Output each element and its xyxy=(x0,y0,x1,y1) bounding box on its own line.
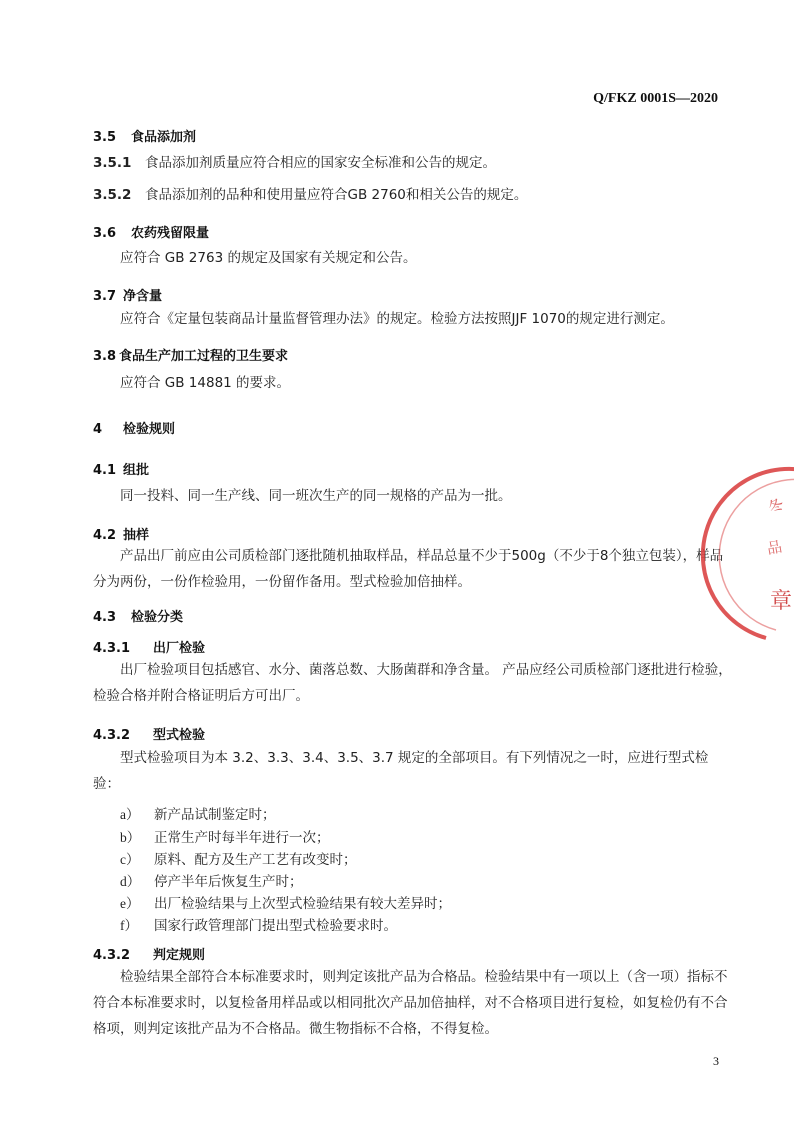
heading-title: 判定规则 xyxy=(153,948,206,963)
page-number: 3 xyxy=(713,1054,719,1068)
heading-3-6 xyxy=(93,222,209,241)
section-judgment-body: 检验结果全部符合本标准要求时，则判定该批产品为合格品。检验结果中有一项以上（含一项）指标不符合本标准要求时，以复检备用样品或以相同批次产品加倍抽样，对不合格项目进行复检，如复检仍有不合格项，则判定该批产品为不合格品。微生物指标不合格，不得复检。 xyxy=(93,969,728,1037)
heading-number: 4.1 xyxy=(93,463,117,478)
list-text: 正常生产时每半年进行一次； xyxy=(154,830,330,846)
heading-title: 食品添加剂 xyxy=(131,130,197,145)
section-3-7-body: 应符合《定量包装商品计量监督管理办法》的规定。检验方法按照JJF 1070的规定进行测定。 xyxy=(120,311,674,327)
clause-text: 食品添加剂质量应符合相应的国家安全标准和公告的规定。 xyxy=(145,155,496,171)
list-item xyxy=(120,848,357,868)
heading-title: 出厂检验 xyxy=(153,641,206,656)
list-marker: c） xyxy=(120,852,140,867)
section-3-6-body: 应符合 GB 2763 的规定及国家有关规定和公告。 xyxy=(120,250,417,266)
section-4-1-body: 同一投料、同一生产线、同一班次生产的同一规格的产品为一批。 xyxy=(120,488,512,504)
svg-text:冬: 冬 xyxy=(765,494,788,518)
list-marker: d） xyxy=(120,874,141,889)
heading-number: 4.3.1 xyxy=(93,641,131,656)
heading-title: 型式检验 xyxy=(153,728,206,743)
heading-number: 4.3.2 xyxy=(93,728,131,743)
svg-text:品: 品 xyxy=(765,537,784,558)
section-4-2-body: 产品出厂前应由公司质检部门逐批随机抽取样品，样品总量不少于500g（不少于8个独立包装），样品分为两份，一份作检验用，一份留作备用。型式检验加倍抽样。 xyxy=(93,548,724,590)
clause-text: 食品添加剂的品种和使用量应符合GB 2760和相关公告的规定。 xyxy=(145,187,528,203)
list-item xyxy=(120,803,276,823)
clause-3-5-1 xyxy=(93,150,496,176)
heading-number: 4.2 xyxy=(93,528,117,543)
list-item xyxy=(120,870,303,890)
clause-number: 3.5.1 xyxy=(93,155,132,171)
heading-title: 净含量 xyxy=(123,289,163,304)
section-4-3-1-body: 出厂检验项目包括感官、水分、菌落总数、大肠菌群和净含量。 产品应经公司质检部门逐批进行检验，检验合格并附合格证明后方可出厂。 xyxy=(93,662,732,704)
heading-4-3-2 xyxy=(93,724,205,743)
official-seal-partial xyxy=(752,468,794,648)
list-item xyxy=(120,914,397,934)
list-item xyxy=(120,892,451,912)
list-text: 国家行政管理部门提出型式检验要求时。 xyxy=(154,918,397,934)
seal-glyph: 章 xyxy=(770,589,793,614)
section-3-8-body: 应符合 GB 14881 的要求。 xyxy=(120,375,291,391)
heading-4 xyxy=(93,418,175,437)
heading-4-3 xyxy=(93,606,183,625)
heading-3-8 xyxy=(93,345,288,364)
heading-number: 3.8 xyxy=(93,349,117,364)
document-code: Q/FKZ 0001S—2020 xyxy=(593,91,718,106)
list-item xyxy=(120,826,330,846)
heading-number: 4 xyxy=(93,422,103,437)
heading-number: 3.6 xyxy=(93,226,117,241)
list-marker: b） xyxy=(120,830,141,845)
heading-title: 检验规则 xyxy=(123,422,176,437)
list-text: 原料、配方及生产工艺有改变时； xyxy=(154,852,357,868)
list-text: 出厂检验结果与上次型式检验结果有较大差异时； xyxy=(154,896,451,912)
heading-3-5 xyxy=(93,126,196,145)
list-marker: e） xyxy=(120,896,140,911)
heading-title: 组批 xyxy=(123,463,150,478)
heading-title: 抽样 xyxy=(123,528,150,543)
list-marker: a） xyxy=(120,807,140,822)
heading-title: 检验分类 xyxy=(131,610,184,625)
heading-number: 4.3 xyxy=(93,610,117,625)
clause-3-5-2 xyxy=(93,182,527,208)
heading-judgment-rules xyxy=(93,944,205,963)
list-marker: f） xyxy=(120,918,138,933)
heading-3-7 xyxy=(93,285,162,304)
heading-title: 食品生产加工过程的卫生要求 xyxy=(119,349,289,364)
section-4-3-2-body: 型式检验项目为本 3.2、3.3、3.4、3.5、3.7 规定的全部项目。有下列情况之一时，应进行型式检验： xyxy=(93,750,709,792)
heading-4-2 xyxy=(93,524,149,543)
heading-number: 4.3.2 xyxy=(93,948,131,963)
clause-number: 3.5.2 xyxy=(93,187,132,203)
list-text: 停产半年后恢复生产时； xyxy=(154,874,303,890)
heading-title: 农药残留限量 xyxy=(131,226,210,241)
list-text: 新产品试制鉴定时； xyxy=(154,807,276,823)
heading-4-3-1 xyxy=(93,637,205,656)
heading-4-1 xyxy=(93,459,149,478)
heading-number: 3.7 xyxy=(93,289,117,304)
heading-number: 3.5 xyxy=(93,130,117,145)
